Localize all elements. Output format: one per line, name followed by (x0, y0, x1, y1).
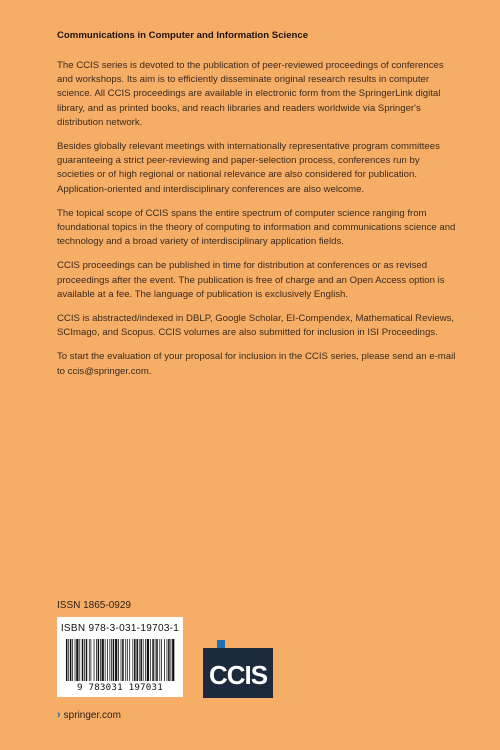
barcode-bar (161, 639, 162, 681)
barcode-bar (72, 639, 73, 681)
series-description (57, 59, 457, 389)
barcode-bars (65, 639, 175, 681)
barcode-bar (111, 639, 112, 681)
barcode-bar (145, 639, 146, 681)
barcode-bar (94, 639, 95, 681)
barcode-bar (164, 639, 165, 681)
issn-label: ISSN 1865-0929 (57, 600, 131, 611)
chevron-right-icon: › (57, 709, 61, 721)
barcode-bar (91, 639, 92, 681)
barcode-bar (147, 639, 149, 681)
paragraph-publication: CCIS proceedings can be published in time for distribution at conferences or as revised proceedings after the event. The publication is free of charge and an Open Access option is available at a fee. The language of publication is exclusively English. (57, 260, 445, 300)
paragraph-contact: To start the evaluation of your proposal for inclusion in the CCIS series, please send an e-mail to ccis@springer.com. (57, 351, 456, 377)
barcode-bar (156, 639, 157, 681)
barcode-bar (171, 639, 172, 681)
barcode-bar (167, 639, 168, 681)
barcode-bar (102, 639, 104, 681)
barcode-bar (132, 639, 133, 681)
isbn-barcode (57, 617, 183, 697)
barcode-bar (168, 639, 169, 681)
paragraph-topical-scope: The topical scope of CCIS spans the entire spectrum of computer science ranging from foundational topics in the theory of computing to information and communications science and technology and a broad variety of interdisciplinary application fields. (57, 207, 456, 248)
barcode-bar (159, 639, 160, 681)
barcode-bar (125, 639, 126, 681)
barcode-bar (118, 639, 119, 681)
barcode-bar (105, 639, 106, 681)
barcode-bar (155, 639, 156, 681)
barcode-bar (89, 639, 90, 681)
barcode-bar (107, 639, 108, 681)
series-title: Communications in Computer and Information Science (57, 30, 309, 41)
barcode-digits: 9 783031 197031 (77, 682, 163, 693)
barcode-bar (139, 639, 140, 681)
paragraph-scope-meetings: Besides globally relevant meetings with internationally representative program committees guaranteeing a strict peer-reviewing and paper-selection process, conferences run by societies or of high regional or national relevance are also considered for publication. Application-oriented and interdisciplinary conferences are also welcome. (57, 141, 440, 195)
barcode-bar (110, 639, 111, 681)
paragraph-intro: The CCIS series is devoted to the publication of peer-reviewed proceedings of conferences and workshops. Its aim is to efficiently disseminate original research results in computer science. All CCIS proceedings are available in electronic form from the SpringerLink digital library, and as printed books, and reach libraries and readers worldwide via Springer's distribution network. (57, 60, 444, 128)
barcode-bar (122, 639, 123, 681)
barcode-bar (152, 639, 153, 681)
barcode-bar (82, 639, 83, 681)
barcode-bar (115, 639, 117, 681)
barcode-bar (75, 639, 76, 681)
barcode-bar (150, 639, 151, 681)
barcode-bar (127, 639, 128, 681)
barcode-bar (76, 639, 78, 681)
logo-accent-square (217, 640, 225, 648)
barcode-bar (121, 639, 122, 681)
barcode-bar (172, 639, 174, 681)
barcode-bar (86, 639, 87, 681)
barcode-bar (140, 639, 141, 681)
barcode-bar (134, 639, 135, 681)
barcode-bar (98, 639, 99, 681)
publisher-link-label: springer.com (63, 709, 121, 721)
barcode-bar (136, 639, 137, 681)
barcode-bar (143, 639, 144, 681)
barcode-bar (100, 639, 101, 681)
barcode-bar (68, 639, 69, 681)
barcode-bar (66, 639, 67, 681)
paragraph-indexing: CCIS is abstracted/indexed in DBLP, Google Scholar, EI-Compendex, Mathematical Reviews, SCImago, and Scopus. CCIS volumes are also submitted for inclusion in ISI Proceedings. (57, 313, 455, 339)
barcode-bar (113, 639, 114, 681)
barcode-bar (96, 639, 97, 681)
barcode-bar (70, 639, 71, 681)
isbn-label: ISBN 978-3-031-19703-1 (60, 623, 180, 634)
barcode-bar (84, 639, 85, 681)
barcode-bar (79, 639, 80, 681)
barcode-bar (129, 639, 130, 681)
publisher-link[interactable] (57, 709, 121, 721)
logo-text: CCIS (208, 660, 268, 690)
ccis-logo (203, 640, 273, 698)
